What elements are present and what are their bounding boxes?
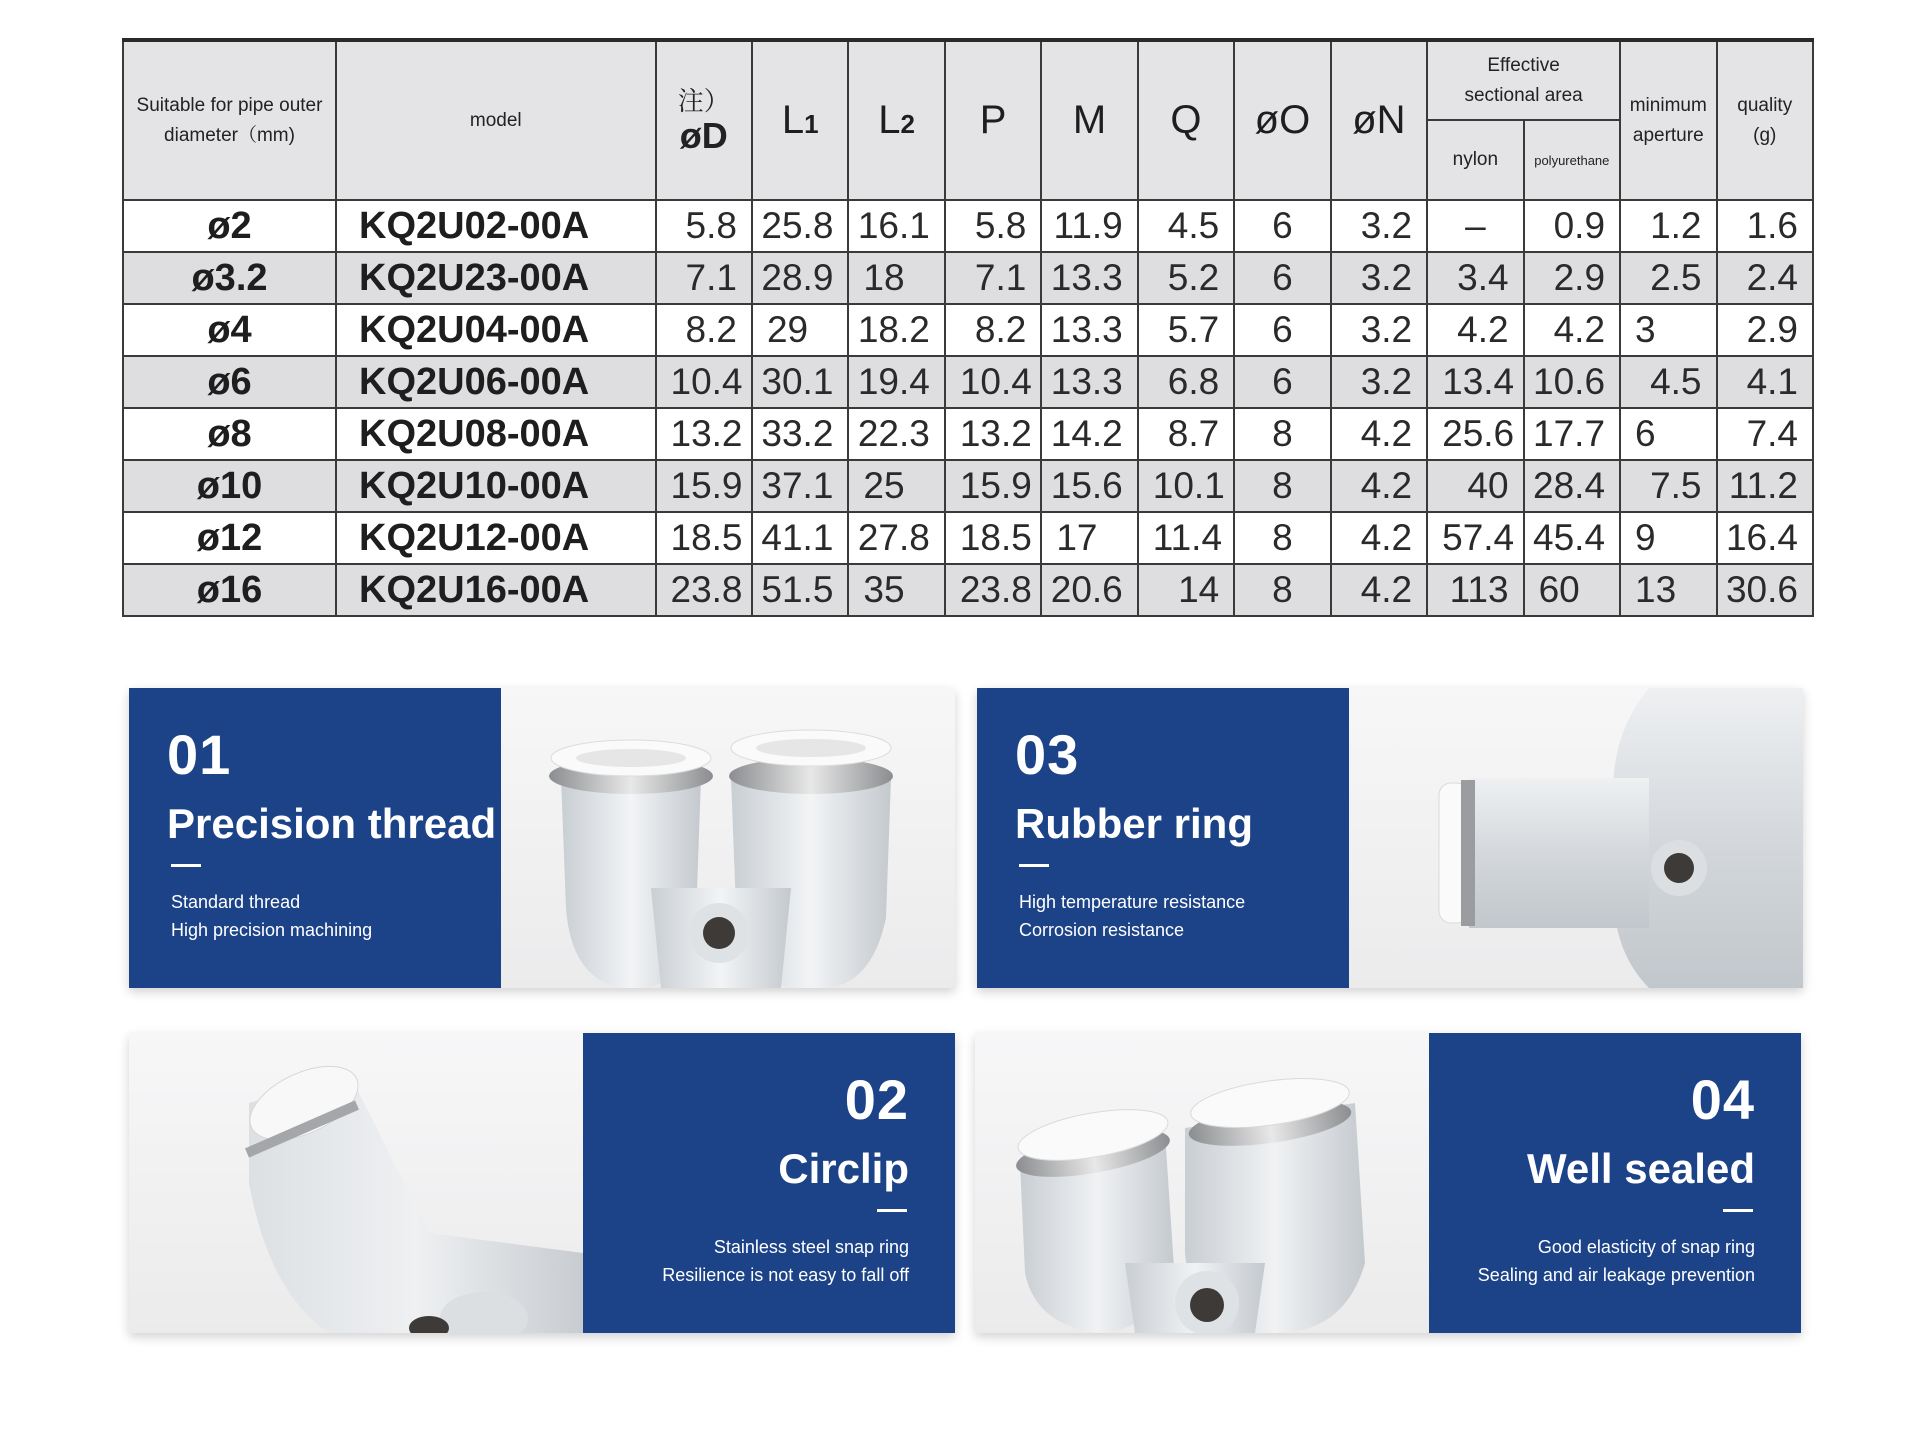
cell-l1: 30.1: [752, 356, 848, 408]
table-row: [123, 512, 1813, 564]
cell-on: 4.2: [1331, 512, 1427, 564]
cell-quality: 11.2: [1717, 460, 1814, 512]
cell-l2: 35: [848, 564, 944, 616]
header-polyurethane: polyurethane: [1524, 120, 1620, 200]
table-row: [123, 304, 1813, 356]
table-row: [123, 356, 1813, 408]
header-effective-area: Effective sectional area: [1427, 40, 1620, 120]
cell-l2: 25: [848, 460, 944, 512]
cell-on: 3.2: [1331, 304, 1427, 356]
y-fitting-icon: [1349, 688, 1803, 988]
cell-size: ø16: [123, 564, 336, 616]
cell-m: 17: [1041, 512, 1137, 564]
table-row: [123, 252, 1813, 304]
cell-oo: 6: [1234, 356, 1330, 408]
header-oo: øO: [1234, 40, 1330, 200]
cell-quality: 4.1: [1717, 356, 1814, 408]
cell-model: KQ2U12-00A: [336, 512, 656, 564]
header-nylon: nylon: [1427, 120, 1523, 200]
spec-table: [122, 38, 1814, 617]
cell-p: 13.2: [945, 408, 1041, 460]
header-minimum-aperture: minimum aperture: [1620, 40, 1716, 200]
feature-card-rubber-ring: [977, 688, 1803, 988]
cell-min: 6: [1620, 408, 1716, 460]
cell-min: 9: [1620, 512, 1716, 564]
cell-nylon: 13.4: [1427, 356, 1523, 408]
cell-od: 13.2: [656, 408, 752, 460]
cell-size: ø4: [123, 304, 336, 356]
cell-nylon: 40: [1427, 460, 1523, 512]
cell-l2: 18: [848, 252, 944, 304]
cell-l1: 37.1: [752, 460, 848, 512]
header-od-label: øD: [679, 114, 728, 156]
feature-number: 02: [844, 1068, 909, 1131]
table-row: [123, 200, 1813, 252]
feature-title: Precision thread: [167, 800, 497, 847]
cell-l1: 41.1: [752, 512, 848, 564]
fitting-photo: [975, 1033, 1429, 1333]
fitting-photo: [129, 1033, 583, 1333]
feature-divider: [877, 1209, 907, 1212]
cell-poly: 45.4: [1524, 512, 1620, 564]
cell-m: 11.9: [1041, 200, 1137, 252]
cell-model: KQ2U02-00A: [336, 200, 656, 252]
cell-q: 6.8: [1138, 356, 1234, 408]
cell-quality: 7.4: [1717, 408, 1814, 460]
header-p: P: [945, 40, 1041, 200]
cell-od: 5.8: [656, 200, 752, 252]
cell-nylon: 113: [1427, 564, 1523, 616]
cell-m: 13.3: [1041, 356, 1137, 408]
header-model: model: [336, 40, 656, 200]
cell-p: 5.8: [945, 200, 1041, 252]
header-l2: L2: [848, 40, 944, 200]
cell-l1: 33.2: [752, 408, 848, 460]
cell-size: ø6: [123, 356, 336, 408]
cell-od: 18.5: [656, 512, 752, 564]
cell-p: 23.8: [945, 564, 1041, 616]
feature-title: Well sealed: [1526, 1145, 1755, 1192]
cell-size: ø3.2: [123, 252, 336, 304]
cell-model: KQ2U10-00A: [336, 460, 656, 512]
header-l1: L1: [752, 40, 848, 200]
feature-title: Circlip: [778, 1145, 909, 1192]
cell-quality: 1.6: [1717, 200, 1814, 252]
cell-quality: 16.4: [1717, 512, 1814, 564]
cell-poly: 4.2: [1524, 304, 1620, 356]
cell-oo: 6: [1234, 252, 1330, 304]
header-od: [656, 40, 752, 200]
cell-od: 15.9: [656, 460, 752, 512]
cell-poly: 28.4: [1524, 460, 1620, 512]
feature-number: 03: [1015, 723, 1080, 786]
cell-quality: 30.6: [1717, 564, 1814, 616]
cell-model: KQ2U16-00A: [336, 564, 656, 616]
cell-oo: 8: [1234, 512, 1330, 564]
cell-nylon: 4.2: [1427, 304, 1523, 356]
header-quality: quality (g): [1717, 40, 1814, 200]
cell-min: 7.5: [1620, 460, 1716, 512]
cell-poly: 60: [1524, 564, 1620, 616]
cell-oo: 6: [1234, 200, 1330, 252]
cell-m: 13.3: [1041, 252, 1137, 304]
cell-p: 10.4: [945, 356, 1041, 408]
cell-l1: 28.9: [752, 252, 848, 304]
table-row: [123, 564, 1813, 616]
cell-model: KQ2U23-00A: [336, 252, 656, 304]
cell-on: 4.2: [1331, 460, 1427, 512]
cell-size: ø8: [123, 408, 336, 460]
cell-min: 13: [1620, 564, 1716, 616]
cell-l2: 19.4: [848, 356, 944, 408]
cell-poly: 2.9: [1524, 252, 1620, 304]
feature-number: 01: [167, 723, 232, 786]
cell-min: 3: [1620, 304, 1716, 356]
cell-q: 5.2: [1138, 252, 1234, 304]
y-fitting-icon: [501, 688, 955, 988]
cell-q: 11.4: [1138, 512, 1234, 564]
cell-oo: 6: [1234, 304, 1330, 356]
cell-od: 10.4: [656, 356, 752, 408]
cell-model: KQ2U06-00A: [336, 356, 656, 408]
cell-l2: 16.1: [848, 200, 944, 252]
fitting-photo: [501, 688, 955, 988]
feature-divider: [1723, 1209, 1753, 1212]
header-on: øN: [1331, 40, 1427, 200]
feature-panel: [1429, 1033, 1801, 1333]
fitting-photo: [1349, 688, 1803, 988]
cell-od: 23.8: [656, 564, 752, 616]
cell-quality: 2.9: [1717, 304, 1814, 356]
cell-l1: 29: [752, 304, 848, 356]
y-fitting-icon: [975, 1033, 1429, 1333]
feature-panel: [583, 1033, 955, 1333]
feature-panel: [129, 688, 501, 988]
cell-p: 18.5: [945, 512, 1041, 564]
cell-m: 13.3: [1041, 304, 1137, 356]
feature-divider: [171, 864, 201, 867]
feature-number: 04: [1690, 1068, 1755, 1131]
cell-poly: 10.6: [1524, 356, 1620, 408]
cell-p: 8.2: [945, 304, 1041, 356]
cell-model: KQ2U04-00A: [336, 304, 656, 356]
cell-q: 10.1: [1138, 460, 1234, 512]
cell-l1: 25.8: [752, 200, 848, 252]
cell-q: 5.7: [1138, 304, 1234, 356]
feature-panel: [977, 688, 1349, 988]
cell-model: KQ2U08-00A: [336, 408, 656, 460]
cell-nylon: 25.6: [1427, 408, 1523, 460]
cell-l2: 18.2: [848, 304, 944, 356]
cell-od: 8.2: [656, 304, 752, 356]
y-fitting-icon: [129, 1033, 583, 1333]
cell-oo: 8: [1234, 460, 1330, 512]
feature-card-well-sealed: [975, 1033, 1801, 1333]
cell-size: ø12: [123, 512, 336, 564]
cell-p: 15.9: [945, 460, 1041, 512]
cell-size: ø10: [123, 460, 336, 512]
feature-card-precision-thread: [129, 688, 955, 988]
feature-description: High temperature resistance Corrosion resistance: [1019, 892, 1246, 940]
cell-q: 8.7: [1138, 408, 1234, 460]
feature-divider: [1019, 864, 1049, 867]
cell-nylon: 57.4: [1427, 512, 1523, 564]
cell-on: 3.2: [1331, 356, 1427, 408]
cell-oo: 8: [1234, 408, 1330, 460]
cell-l2: 22.3: [848, 408, 944, 460]
cell-min: 2.5: [1620, 252, 1716, 304]
header-q: Q: [1138, 40, 1234, 200]
table-row: [123, 408, 1813, 460]
cell-on: 4.2: [1331, 564, 1427, 616]
cell-m: 15.6: [1041, 460, 1137, 512]
cell-quality: 2.4: [1717, 252, 1814, 304]
header-od-note: 注）: [677, 85, 730, 116]
cell-m: 20.6: [1041, 564, 1137, 616]
cell-min: 4.5: [1620, 356, 1716, 408]
cell-p: 7.1: [945, 252, 1041, 304]
cell-on: 3.2: [1331, 200, 1427, 252]
cell-q: 4.5: [1138, 200, 1234, 252]
feature-title: Rubber ring: [1015, 800, 1253, 847]
cell-l1: 51.5: [752, 564, 848, 616]
cell-q: 14: [1138, 564, 1234, 616]
cell-on: 4.2: [1331, 408, 1427, 460]
feature-description: Standard thread High precision machining: [171, 892, 373, 940]
table-row: [123, 460, 1813, 512]
cell-m: 14.2: [1041, 408, 1137, 460]
cell-nylon: 3.4: [1427, 252, 1523, 304]
feature-card-circlip: [129, 1033, 955, 1333]
cell-poly: 0.9: [1524, 200, 1620, 252]
cell-nylon: –: [1427, 200, 1523, 252]
cell-l2: 27.8: [848, 512, 944, 564]
cell-poly: 17.7: [1524, 408, 1620, 460]
cell-od: 7.1: [656, 252, 752, 304]
header-suitable: Suitable for pipe outer diameter（mm): [123, 40, 336, 200]
cell-oo: 8: [1234, 564, 1330, 616]
cell-min: 1.2: [1620, 200, 1716, 252]
feature-description: Good elasticity of snap ring Sealing and air leakage prevention: [1477, 1237, 1755, 1285]
cell-on: 3.2: [1331, 252, 1427, 304]
header-m: M: [1041, 40, 1137, 200]
cell-size: ø2: [123, 200, 336, 252]
feature-description: Stainless steel snap ring Resilience is not easy to fall off: [662, 1237, 909, 1285]
